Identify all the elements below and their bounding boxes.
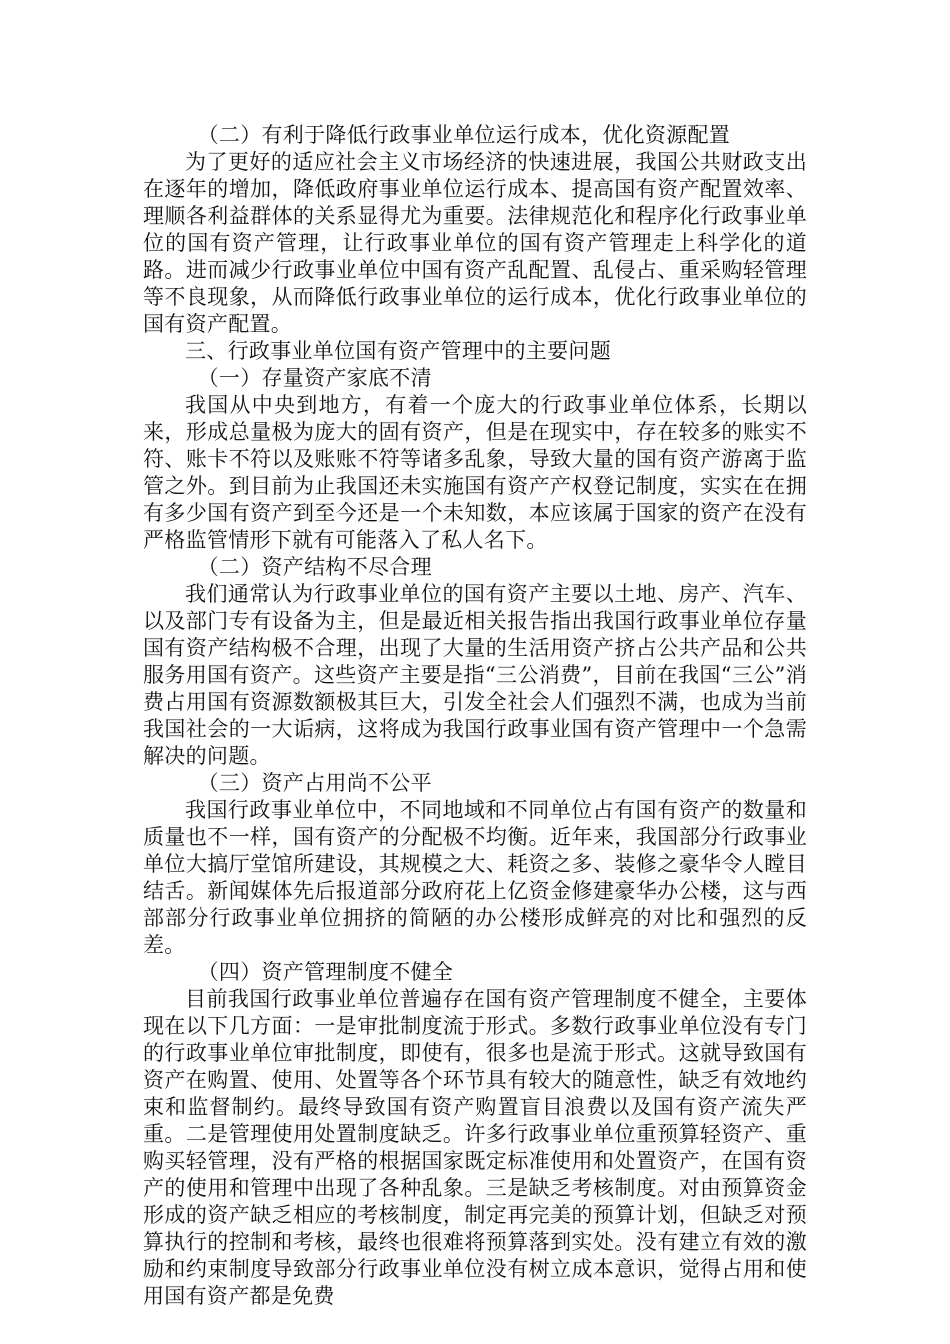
paragraph-asset-structure: 我们通常认为行政事业单位的国有资产主要以土地、房产、汽车、以及部门专有设备为主，但是最近相关报告指出我国行政事业单位存量国有资产结构极不合理，出现了大量的生活用资产挤占公共产品和公共服务用国有资产。这些资产主要是指“三公消费”，目前在我国“三公”消费占用国有资源数额极其巨大，引发全社会人们强烈不满，也成为当前我国社会的一大诟病，这将成为我国行政事业国有资产管理中一个急需解决的问题。: [143, 582, 807, 768]
paragraph-cost-reduction: 为了更好的适应社会主义市场经济的快速进展，我国公共财政支出在逐年的增加，降低政府事业单位运行成本、提高国有资产配置效率、理顺各利益群体的关系显得尤为重要。法律规范化和程序化行政事业单位的国有资产管理，让行政事业单位的国有资产管理走上科学化的道路。进而减少行政事业单位中国有资产乱配置、乱侵占、重采购轻管理等不良现象，从而降低行政事业单位的运行成本，优化行政事业单位的国有资产配置。: [143, 150, 807, 336]
section-heading-3-main-problems: 三、行政事业单位国有资产管理中的主要问题: [185, 339, 611, 363]
subsection-heading-1-stock-assets: （一）存量资产家底不清: [197, 366, 432, 390]
document-body: [143, 122, 807, 1310]
paragraph-stock-assets: 我国从中央到地方，有着一个庞大的行政事业单位体系，长期以来，形成总量极为庞大的固有资产，但是在现实中，存在较多的账实不符、账卡不符以及账账不符等诸多乱象，导致大量的国有资产游离于监管之外。到目前为止我国还未实施国有资产产权登记制度，实实在在拥有多少国有资产到至今还是一个未知数，本应该属于国家的资产在没有严格监管情形下就有可能落入了私人名下。: [143, 393, 807, 552]
subsection-heading-2-optimize-allocation: （二）有利于降低行政事业单位运行成本，优化资源配置: [197, 123, 731, 147]
paragraph-management-system: 目前我国行政事业单位普遍存在国有资产管理制度不健全，主要体现在以下几方面：一是审批制度流于形式。多数行政事业单位没有专门的行政事业单位审批制度，即使有，很多也是流于形式。这就导致国有资产在购置、使用、处置等各个环节具有较大的随意性，缺乏有效地约束和监督制约。最终导致国有资产购置盲目浪费以及国有资产流失严重。二是管理使用处置制度缺乏。许多行政事业单位重预算轻资产、重购买轻管理，没有严格的根据国家既定标准使用和处置资产，在国有资产的使用和管理中出现了各种乱象。三是缺乏考核制度。对由预算资金形成的资产缺乏相应的考核制度，制定再完美的预算计划，但缺乏对预算执行的控制和考核，最终也很难将预算落到实处。没有建立有效的激励和约束制度导致部分行政事业单位没有树立成本意识，觉得占用和使用国有资产都是免费: [143, 987, 807, 1308]
subsection-heading-2-asset-structure: （二）资产结构不尽合理: [197, 555, 432, 579]
subsection-heading-4-management-system: （四）资产管理制度不健全: [197, 960, 454, 984]
subsection-heading-3-asset-occupation: （三）资产占用尚不公平: [197, 771, 432, 795]
paragraph-asset-occupation: 我国行政事业单位中，不同地域和不同单位占有国有资产的数量和质量也不一样，国有资产的分配极不均衡。近年来，我国部分行政事业单位大搞厅堂馆所建设，其规模之大、耗资之多、装修之豪华令人瞠目结舌。新闻媒体先后报道部分政府花上亿资金修建豪华办公楼，这与西部部分行政事业单位拥挤的简陋的办公楼形成鲜亮的对比和强烈的反差。: [143, 798, 807, 957]
